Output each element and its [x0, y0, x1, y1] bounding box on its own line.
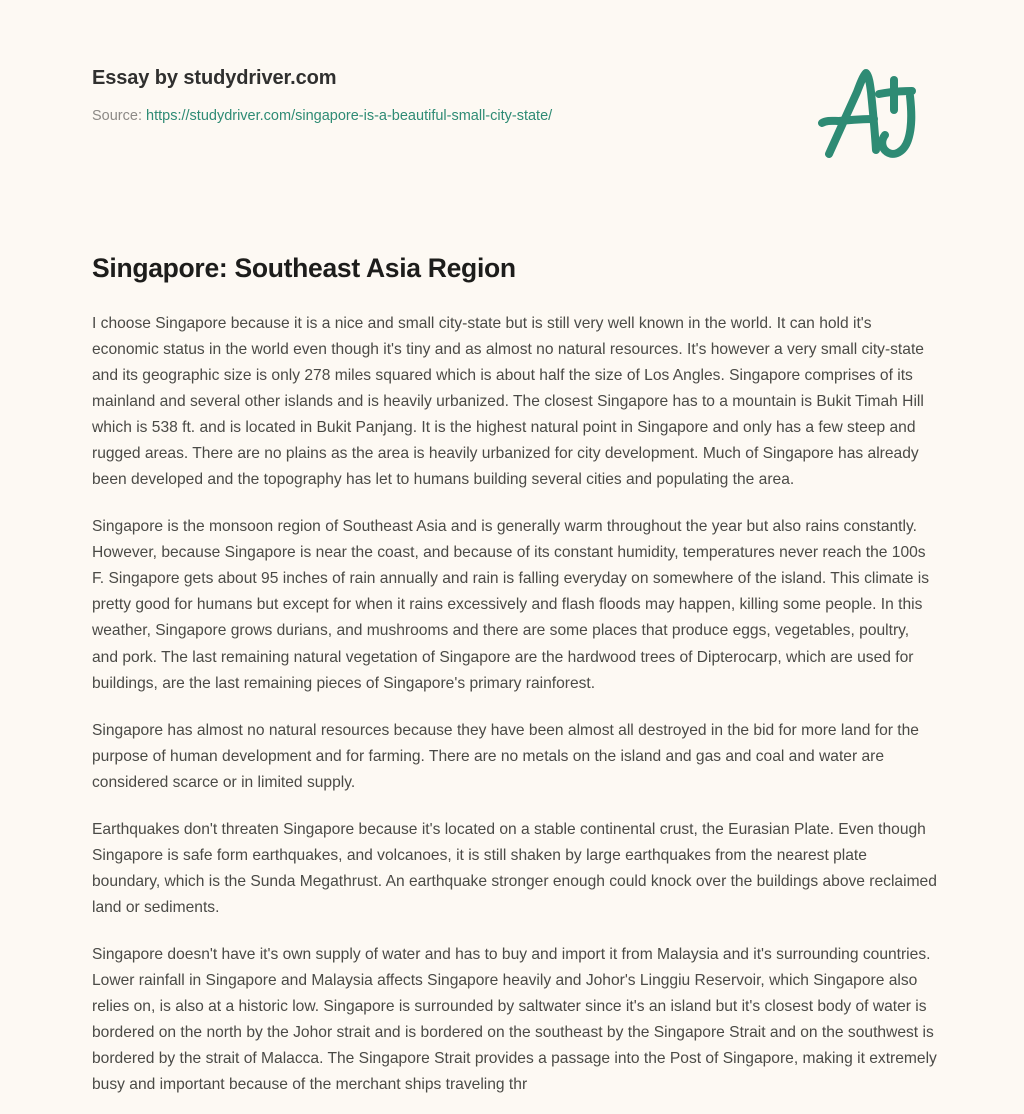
article-title: Singapore: Southeast Asia Region	[92, 253, 516, 283]
paragraph: Earthquakes don't threaten Singapore because it's located on a stable continental crust, the Eurasian Plate. Even though Singapore is safe form earthquakes, and volcanoes, it is still shaken by large earthquakes from the nearest plate boundary, which is the Sunda Megathrust. An earthquake stronger enough could knock over the buildings above reclaimed land or sediments.	[92, 820, 937, 916]
source-label: Source:	[92, 108, 142, 124]
page-title: Essay by studydriver.com	[92, 67, 337, 89]
source-url-link[interactable]: https://studydriver.com/singapore-is-a-beautiful-small-city-state/	[146, 108, 553, 124]
paragraph: Singapore doesn't have it's own supply of water and has to buy and import it from Malaysia and it's surrounding countries. Lower rainfall in Singapore and Malaysia affects Singapore heavily and Johor's Linggiu Reservoir, which Singapore also relies on, is also at a historic low. Singapore is surrounded by saltwater since it's an island but it's closest body of water is bordered on the north by the Johor strait and is bordered on the southeast by the Singapore Strait and on the southwest is bordered by the strait of Malacca. The Singapore Strait provides a passage into the Post of Singapore, making it extremely busy and important because of the merchant ships traveling thr	[92, 945, 937, 1093]
paragraph: Singapore is the monsoon region of Southeast Asia and is generally warm throughout the year but also rains constantly. However, because Singapore is near the coast, and because of its constant humidity, temperatures never reach the 100s F. Singapore gets about 95 inches of rain annually and rain is falling everyday on somewhere of the island. This climate is pretty good for humans but except for when it rains excessively and flash floods may happen, killing some people. In this weather, Singapore grows durians, and mushrooms and there are some places that produce eggs, vegetables, poultry, and pork. The last remaining natural vegetation of Singapore are the hardwood trees of Dipterocarp, which are used for buildings, are the last remaining pieces of Singapore's primary rainforest.	[92, 518, 930, 692]
paragraph: Singapore has almost no natural resources because they have been almost all destroyed in the bid for more land for the purpose of human development and for farming. There are no metals on the island and gas and coal and water are considered scarce or in limited supply.	[92, 721, 919, 791]
source-line	[92, 107, 936, 126]
a-plus-logo-icon	[815, 62, 937, 167]
article-body	[92, 252, 937, 1098]
document-header	[92, 66, 936, 176]
paragraph: I choose Singapore because it is a nice and small city-state but is still very well known in the world. It can hold it's economic status in the world even though it's tiny and as almost no natural resources. It's however a very small city-state and its geographic size is only 278 miles squared which is about half the size of Los Angles. Singapore comprises of its mainland and several other islands and is heavily urbanized. The closest Singapore has to a mountain is Bukit Timah Hill which is 538 ft. and is located in Bukit Panjang. It is the highest natural point in Singapore and only has a few steep and rugged areas. There are no plains as the area is heavily urbanized for city development. Much of Singapore has already been developed and the topography has let to humans building several cities and populating the area.	[92, 315, 924, 489]
article-paragraphs	[92, 311, 937, 1098]
